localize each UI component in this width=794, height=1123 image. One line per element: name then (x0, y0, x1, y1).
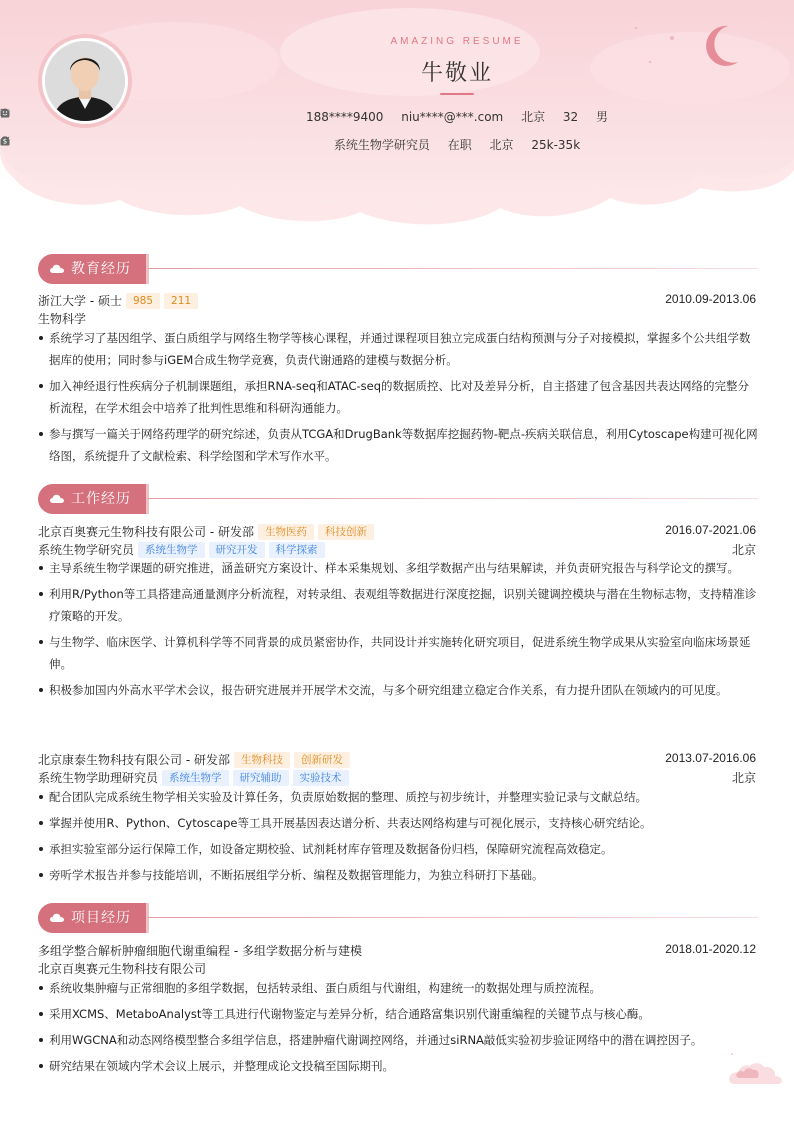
section-title-pill (38, 484, 146, 514)
job-status-item: 在职 (448, 136, 472, 153)
section-title-pill (38, 903, 146, 933)
section-education-header (38, 254, 758, 284)
section-project-header (38, 903, 758, 933)
section-title: 项目经历 (71, 910, 131, 926)
education-bullets (38, 327, 758, 471)
list-item: 主导系统生物学课题的研究推进，涵盖研究方案设计、样本采集规划、多组学数据产出与结果解读，并负责研究报告与科学论文的撰写。 (38, 557, 758, 579)
phone-item: 188****9400 (306, 110, 383, 124)
section-title-pill (38, 254, 146, 284)
list-item: 配合团队完成系统生物学相关实验及计算任务，负责原始数据的整理、质控与初步统计，并整理实验记录与文献总结。 (38, 786, 758, 808)
job-role: 系统生物学助理研究员 系统生物学 研究辅助 实验技术 (38, 769, 349, 786)
project-name: 多组学整合解析肿瘤细胞代谢重编程 - 多组学数据分析与建模 (38, 944, 362, 958)
school-tag: 211 (164, 293, 198, 309)
company-tag: 生物科技 (234, 752, 290, 768)
job-city: 北京 (731, 543, 756, 557)
svg-text:$: $ (2, 137, 8, 146)
company-tag: 创新研发 (294, 752, 350, 768)
money-icon (0, 136, 10, 146)
list-item: 研究结果在领域内学术会议上展示，并整理成论文投稿至国际期刊。 (38, 1055, 758, 1077)
section-title: 教育经历 (71, 261, 131, 277)
education-school: 浙江大学 - 硕士 985 211 (38, 292, 198, 309)
list-item: 系统学习了基因组学、蛋白质组学与网络生物学等核心课程，并通过课程项目独立完成蛋白结构预测与分子对接模拟，掌握多个公共组学数据库的使用；同时参与iGEM合成生物学竞赛，负责代谢通路的建模与数据分析。 (38, 327, 758, 371)
education-date: 2010.09-2013.06 (665, 292, 756, 306)
role-tag: 科学探索 (269, 542, 325, 558)
target-city-item: 北京 (490, 136, 514, 153)
project-date: 2018.01-2020.12 (665, 942, 756, 956)
list-item: 参与撰写一篇关于网络药理学的研究综述，负责从TCGA和DrugBank等数据库挖掘药物-靶点-疾病关联信息，利用Cytoscape构建可视化网络图，系统提升了文献检索、科学绘图和学术写作水平。 (38, 423, 758, 467)
section-divider (148, 917, 758, 918)
cloud-icon (50, 494, 64, 503)
list-item: 与生物学、临床医学、计算机科学等不同背景的成员紧密协作，共同设计并实施转化研究项目，促进系统生物学成果从实验室向临床场景延伸。 (38, 631, 758, 675)
resume-header (0, 0, 794, 230)
section-divider (148, 498, 758, 499)
education-major: 生物科学 (38, 312, 87, 326)
role-tag: 研究辅助 (233, 770, 289, 786)
smile-icon (0, 108, 10, 118)
age-item: 32 (563, 110, 578, 124)
gender-item: 男 (596, 108, 608, 125)
name-underline (440, 93, 474, 95)
section-divider (148, 268, 758, 269)
section-title: 工作经历 (71, 491, 131, 507)
project-bullets (38, 977, 758, 1081)
job-company: 北京康泰生物科技有限公司 - 研发部 生物科技 创新研发 (38, 751, 350, 768)
job-date: 2016.07-2021.06 (665, 523, 756, 537)
job-city: 北京 (731, 771, 756, 785)
candidate-name: 牛敬业 (420, 61, 493, 86)
role-tag: 系统生物学 (162, 770, 229, 786)
cloud-icon (50, 264, 64, 273)
cloud-icon (50, 913, 64, 922)
target-position-item: 系统生物学研究员 (334, 136, 430, 153)
list-item: 掌握并使用R、Python、Cytoscape等工具开展基因表达谱分析、共表达网络构建与可视化展示，支持核心研究结论。 (38, 812, 758, 834)
job-bullets (38, 557, 758, 705)
job-role: 系统生物学研究员 系统生物学 研究开发 科学探索 (38, 541, 325, 558)
list-item: 旁听学术报告并参与技能培训，不断拓展组学分析、编程及数据管理能力，为独立科研打下基础。 (38, 864, 758, 886)
role-tag: 系统生物学 (138, 542, 205, 558)
role-tag: 研究开发 (209, 542, 265, 558)
salary-item: $ 25k-35k (531, 138, 580, 152)
decorative-cloud-icon (726, 1052, 784, 1086)
list-item: 采用XCMS、MetaboAnalyst等工具进行代谢物鉴定与差异分析，结合通路富集识别代谢重编程的关键节点与核心酶。 (38, 1003, 758, 1025)
role-tag: 实验技术 (293, 770, 349, 786)
school-tag: 985 (126, 293, 160, 309)
contact-info-row (0, 108, 794, 125)
list-item: 加入神经退行性疾病分子机制课题组，承担RNA-seq和ATAC-seq的数据质控、比对及差异分析，自主搭建了包含基因共表达网络的完整分析流程，在学术组会中培养了批判性思维和科研沟通能力。 (38, 375, 758, 419)
job-intention-row (0, 136, 794, 153)
job-bullets (38, 786, 758, 890)
company-tag: 科技创新 (318, 524, 374, 540)
list-item: 利用WGCNA和动态网络模型整合多组学信息，搭建肿瘤代谢调控网络，并通过siRNA敲低实验初步验证网络中的潜在调控因子。 (38, 1029, 758, 1051)
list-item: 承担实验室部分运行保障工作，如设备定期校验、试剂耗材库存管理及数据备份归档，保障研究流程高效稳定。 (38, 838, 758, 860)
list-item: 系统收集肿瘤与正常细胞的多组学数据，包括转录组、蛋白质组与代谢组，构建统一的数据处理与质控流程。 (38, 977, 758, 999)
resume-tagline: AMAZING RESUME (390, 36, 524, 47)
hometown-item: 北京 (521, 108, 545, 125)
company-tag: 生物医药 (258, 524, 314, 540)
job-date: 2013.07-2016.06 (665, 751, 756, 765)
project-organization: 北京百奥赛元生物科技有限公司 (38, 962, 207, 976)
job-company: 北京百奥赛元生物科技有限公司 - 研发部 生物医药 科技创新 (38, 523, 374, 540)
list-item: 利用R/Python等工具搭建高通量测序分析流程，对转录组、表观组等数据进行深度挖掘，识别关键调控模块与潜在生物标志物，支持精准诊疗策略的开发。 (38, 583, 758, 627)
email-item: niu****@***.com (401, 110, 503, 124)
list-item: 积极参加国内外高水平学术会议，报告研究进展并开展学术交流，与多个研究组建立稳定合作关系，有力提升团队在领域内的可见度。 (38, 679, 758, 701)
section-work-header (38, 484, 758, 514)
